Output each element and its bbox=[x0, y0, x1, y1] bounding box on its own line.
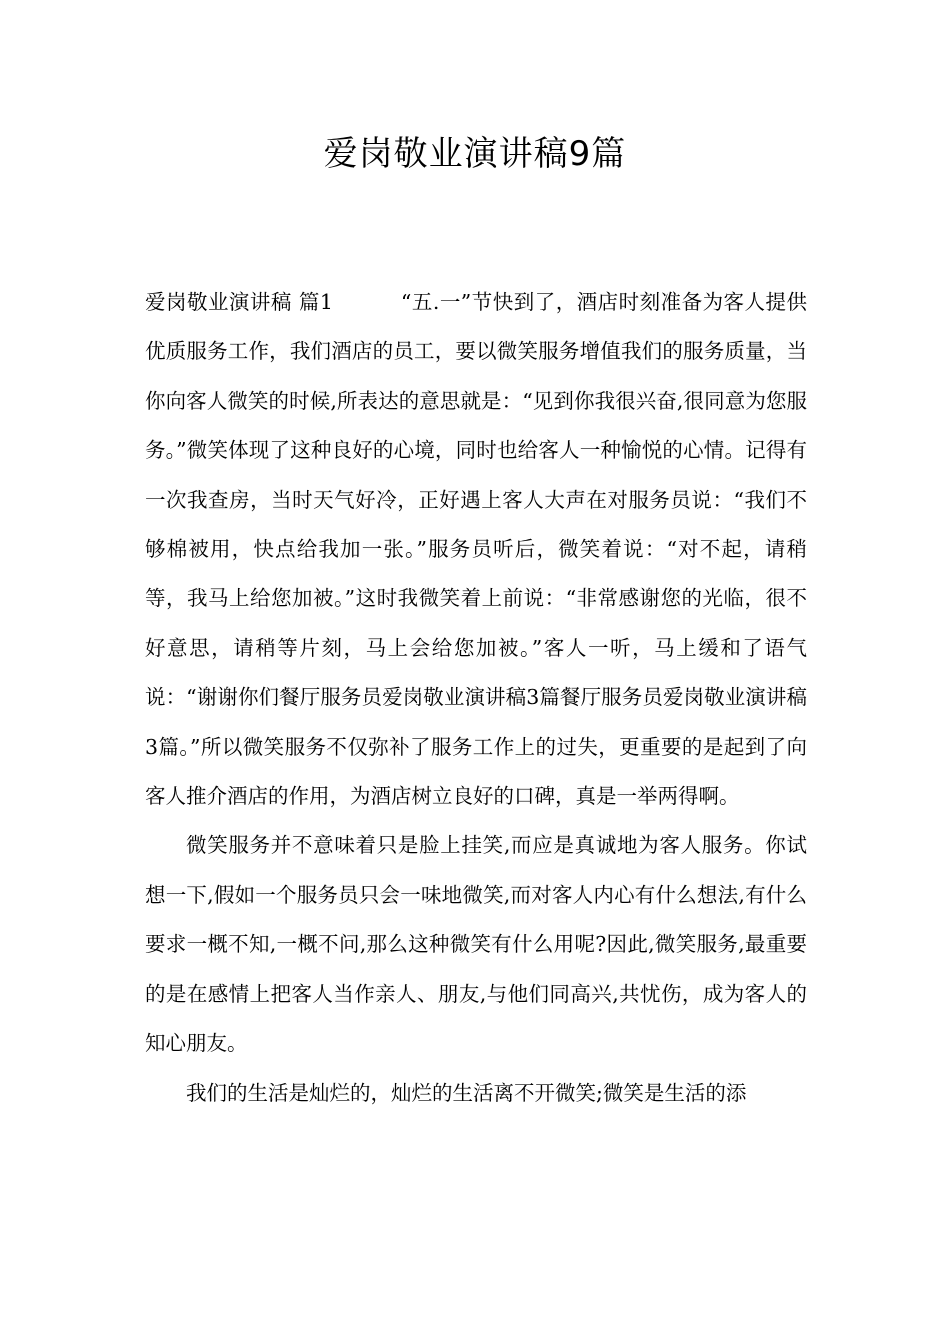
paragraph-1 bbox=[145, 278, 807, 821]
paragraph-1-text: “五.一”节快到了，酒店时刻准备为客人提供优质服务工作，我们酒店的员工，要以微笑服务增值我们的服务质量，当你向客人微笑的时候,所表达的意思就是：“见到你我很兴奋,很同意为您服务。”微笑体现了这种良好的心境，同时也给客人一种愉悦的心情。记得有一次我查房，当时天气好冷，正好遇上客人大声在对服务员说：“我们不够棉被用，快点给我加一张。”服务员听后，微笑着说：“对不起，请稍等，我马上给您加被。”这时我微笑着上前说：“非常感谢您的光临，很不好意思，请稍等片刻，马上会给您加被。”客人一听，马上缓和了语气说：“谢谢你们餐厅服务员爱岗敬业演讲稿3篇餐厅服务员爱岗敬业演讲稿3篇。”所以微笑服务不仅弥补了服务工作上的过失，更重要的是起到了向客人推介酒店的作用，为酒店树立良好的口碑，真是一举两得啊。 bbox=[145, 290, 807, 809]
section-label: 爱岗敬业演讲稿 篇1 bbox=[145, 290, 333, 314]
paragraph-2: 微笑服务并不意味着只是脸上挂笑,而应是真诚地为客人服务。你试想一下,假如一个服务员只会一味地微笑,而对客人内心有什么想法,有什么要求一概不知,一概不问,那么这种微笑有什么用呢?因此,微笑服务,最重要的是在感情上把客人当作亲人、朋友,与他们同高兴,共忧伤，成为客人的知心朋友。 bbox=[145, 833, 807, 1056]
document-title: 爱岗敬业演讲稿9篇 bbox=[323, 134, 627, 174]
document-body bbox=[145, 278, 807, 1118]
paragraph-3: 我们的生活是灿烂的，灿烂的生活离不开微笑;微笑是生活的添 bbox=[186, 1080, 747, 1105]
